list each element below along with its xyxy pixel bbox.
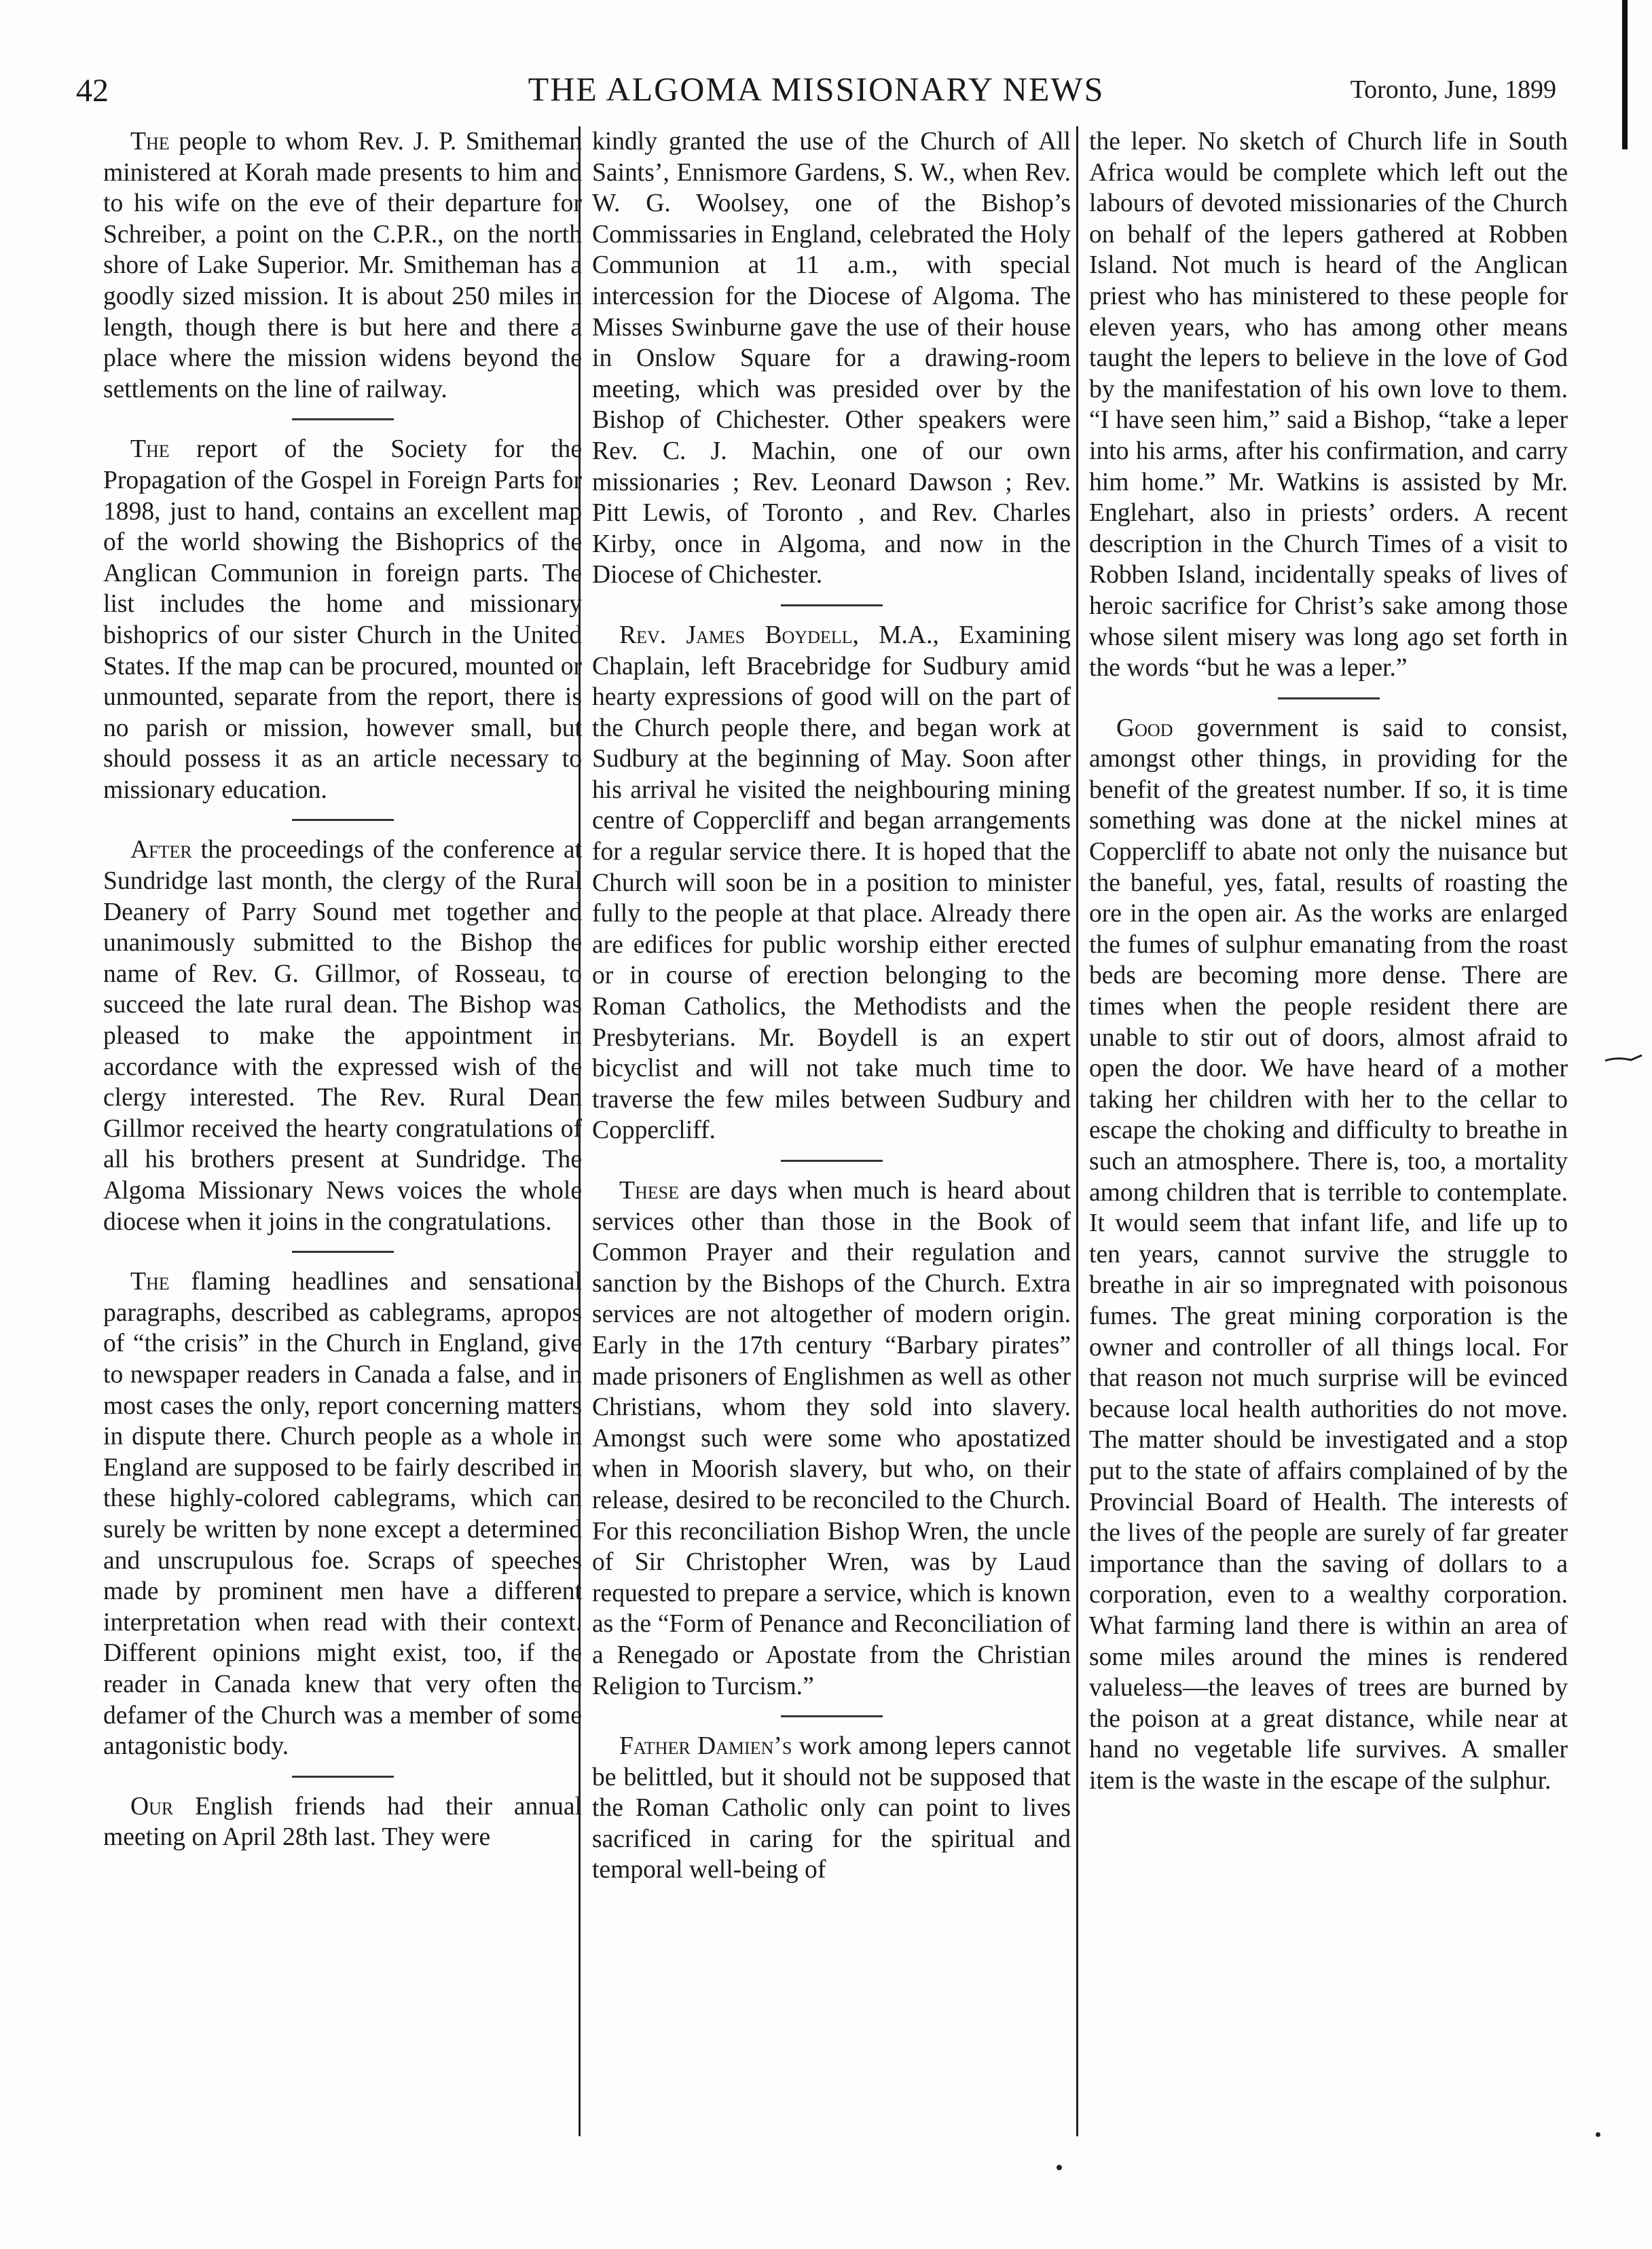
section-divider: [292, 418, 394, 420]
article-father-damien: Father Damien’s work among lepers cannot be belittled, but it should not be supposed that the Roman Catholic only can point to lives sacrificed in caring for the spiritual and temporal well-being of: [592, 1732, 1071, 1884]
article-spg-report: The report of the Society for the Propagation of the Gospel in Foreign Parts for 1898, just to hand, contains an excellent map of the world showing the Bishoprics of the Anglican Communion in foreign parts. The list includes the home and missionary bishoprics of our sister Church in the United States. If the map can be procured, mounted or unmounted, separate from the report, there is no parish or mission, however small, but should possess it as an article necessary to missionary education.: [103, 435, 582, 804]
article-english-friends-continued: kindly granted the use of the Church of All Saints’, Ennismore Gardens, S. W., when Rev. W. G. Woolsey, one of the Bishop’s Commissaries in England, celebrated the Holy Communion at 11 a.m., with special intercession for the Diocese of Algoma. The Misses Swinburne gave the use of their house in Onslow Square for a drawing-room meeting, which was presided over by the Bishop of Chichester. Other speakers were Rev. C. J. Machin, one of our own missionaries ; Rev. Leonard Dawson ; Rev. Pitt Lewis, of Toronto , and Rev. Charles Kirby, once in Algoma, and now in the Diocese of Chichester.: [592, 128, 1071, 589]
page-number: 42: [76, 73, 109, 109]
section-divider: [1278, 697, 1380, 699]
masthead: [76, 65, 1556, 120]
section-divider: [781, 1160, 883, 1162]
ink-speck: [1596, 2132, 1600, 2137]
article-good-government: Good government is said to consist, amongst other things, in providing for the benefit of the greatest number. If so, it is time something was done at the nickel mines at Coppercliff to abate not only the nuisance but the baneful, yes, fatal, results of roasting the ore in the open air. As the works are enlarged the fumes of sulphur emanating from the roast beds are becoming more dense. There are times when the people resident there are unable to stir out of doors, almost afraid to open the door. We have heard of a mother taking her children with her to the cellar to escape the choking and difficulty to breathe in such an atmosphere. There is, too, a mortality among children that is terrible to contemplate. It would seem that infant life, and life up to ten years, cannot survive the struggle to breathe in air so impregnated with poisonous fumes. The great mining corporation is the owner and controller of all things local. For that reason not much surprise will be evinced because local health authorities do not move. The matter should be investigated and a stop put to the state of affairs complained of by the Provincial Board of Health. The interests of the lives of the people are surely of far greater importance than the saving of dollars to a corporation, even to a wealthy corporation. What farming land there is within an area of some miles around the mines is rendered valueless—the leaves of trees are burned by the poison at a great distance, while near at hand no vegetable life survives. A smaller item is the waste in the escape of the sulphur.: [1089, 714, 1568, 1795]
margin-pen-mark: [1604, 1054, 1643, 1063]
section-divider: [292, 1251, 394, 1253]
ink-speck: [1057, 2165, 1062, 2170]
column-3: [1089, 126, 1568, 1796]
article-smitheman: The people to whom Rev. J. P. Smitheman ministered at Korah made presents to him and to his wife on the eve of their departure for Schreiber, a point on the C.P.R., on the north shore of Lake Superior. Mr. Smitheman has a goodly sized mission. It is about 250 miles in length, though there is but here and there a place where the mission widens beyond the settlements on the line of railway.: [103, 128, 582, 403]
section-divider: [781, 1715, 883, 1717]
article-boydell: Rev. James Boydell, M.A., Examining Chaplain, left Bracebridge for Sudbury amid hearty expressions of good will on the part of the Church people there, and began work at Sudbury at the beginning of May. Soon after his arrival he visited the neighbouring mining centre of Coppercliff and began arrangements for a regular service there. It is hoped that the Church will soon be in a position to minister fully to the people at that place. Already there are edifices for public worship either erected or in course of erection belonging to the Roman Catholics, the Methodists and the Presbyterians. Mr. Boydell is an expert bicyclist and will not take much time to traverse the few miles between Sudbury and Coppercliff.: [592, 621, 1071, 1145]
issue-date: Toronto, June, 1899: [1350, 75, 1556, 104]
section-divider: [781, 604, 883, 606]
section-divider: [292, 1776, 394, 1778]
column-rule-right: [1076, 126, 1078, 2136]
article-flaming-headlines: The flaming headlines and sensational paragraphs, described as cablegrams, apropos of “the crisis” in the Church in England, give to newspaper readers in Canada a false, and in most cases the only, report concerning matters in dispute there. Church people as a whole in England are supposed to be fairly described in these highly-colored cablegrams, which can surely be written by none except a determined and unscrupulous foe. Scraps of speeches made by prominent men have a different interpretation when read with their context. Different opinions might exist, too, if the reader in Canada knew that very often the defamer of the Church was a member of some antagonistic body.: [103, 1268, 582, 1761]
article-sundridge-conference: After the proceedings of the conference at Sundridge last month, the clergy of the Rural Deanery of Parry Sound met together and unanimously submitted to the Bishop the name of Rev. G. Gillmor, of Rosseau, to succeed the late rural dean. The Bishop was pleased to make the appointment in accordance with the expressed wish of the clergy interested. The Rev. Rural Dean Gillmor received the hearty congratulations of all his brothers present at Sundridge. The Algoma Missionary News voices the whole diocese when it joins in the congratulations.: [103, 836, 582, 1236]
column-1: [103, 126, 582, 1853]
column-2: [592, 126, 1071, 1886]
article-extra-services: These are days when much is heard about services other than those in the Book of Common Prayer and their regulation and sanction by the Bishops of the Church. Extra services are not altogether of modern origin. Early in the 17th century “Barbary pirates” made prisoners of Englishmen as well as other Christians, whom they sold into slavery. Amongst such were some who apostatized when in Moorish slavery, but who, on their release, desired to be reconciled to the Church. For this reconciliation Bishop Wren, the uncle of Sir Christopher Wren, was by Laud requested to prepare a service, which is known as the “Form of Penance and Reconciliation of a Renegado or Apostate from the Christian Religion to Turcism.”: [592, 1177, 1071, 1700]
page-edge-mark: [1622, 0, 1628, 149]
section-divider: [292, 819, 394, 821]
article-english-friends: Our English friends had their annual meeting on April 28th last. They were: [103, 1792, 582, 1852]
article-father-damien-continued: the leper. No sketch of Church life in South Africa would be complete which left out the labours of devoted missionaries of the Church on behalf of the lepers gathered at Robben Island. Not much is heard of the Anglican priest who has ministered to these people for eleven years, who has among other means taught the lepers to believe in the love of God by the manifestation of his own love to them. “I have seen him,” said a Bishop, “take a leper into his arms, after his confirmation, and carry him home.” Mr. Watkins is assisted by Mr. Englehart, also in priests’ orders. A recent description in the Church Times of a visit to Robben Island, incidentally speaks of lives of heroic sacrifice for Christ’s sake among those whose silent misery was long ago set forth in the words “but he was a leper.”: [1089, 128, 1568, 682]
publication-title: THE ALGOMA MISSIONARY NEWS: [528, 70, 1105, 108]
